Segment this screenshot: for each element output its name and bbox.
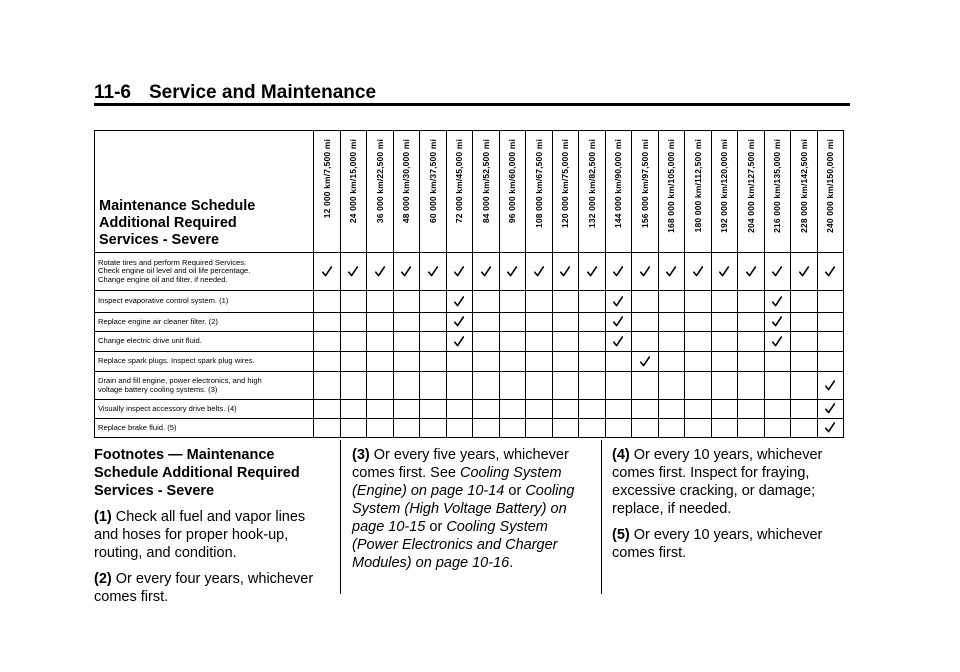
check-mark-icon (322, 266, 332, 277)
interval-label: 96 000 km/60,000 mi (507, 139, 518, 224)
schedule-cell (632, 372, 659, 400)
schedule-cell (738, 352, 765, 372)
schedule-cell (552, 313, 579, 332)
interval-column-header (738, 131, 765, 253)
schedule-cell (526, 253, 553, 291)
interval-column-header (817, 131, 844, 253)
schedule-cell (420, 400, 447, 419)
check-mark-icon (507, 266, 517, 277)
schedule-cell (764, 253, 791, 291)
interval-column-header (552, 131, 579, 253)
table-row (95, 291, 844, 313)
interval-label: 168 000 km/105,000 mi (666, 139, 677, 233)
footnote-1 (94, 508, 330, 562)
schedule-cell (526, 332, 553, 352)
check-mark-icon (454, 316, 464, 327)
schedule-cell (314, 332, 341, 352)
page-title: Service and Maintenance (148, 82, 377, 103)
schedule-cell (632, 313, 659, 332)
check-mark-icon (348, 266, 358, 277)
schedule-cell (632, 291, 659, 313)
table-row (95, 419, 844, 438)
schedule-cell (605, 291, 632, 313)
schedule-cell (711, 313, 738, 332)
schedule-cell (473, 291, 500, 313)
check-mark-icon (799, 266, 809, 277)
check-mark-icon (375, 266, 385, 277)
schedule-cell (685, 253, 712, 291)
schedule-cell (552, 291, 579, 313)
schedule-cell (764, 332, 791, 352)
schedule-cell (658, 419, 685, 438)
schedule-cell (499, 352, 526, 372)
schedule-cell (738, 291, 765, 313)
schedule-cell (393, 352, 420, 372)
schedule-cell (817, 291, 844, 313)
footnotes-column-1 (94, 446, 330, 614)
service-description: Visually inspect accessory drive belts. (4) (95, 400, 314, 419)
footnote-3 (352, 446, 592, 572)
interval-column-header (526, 131, 553, 253)
interval-column-header (473, 131, 500, 253)
schedule-cell (499, 332, 526, 352)
footnotes-column-3 (612, 446, 848, 570)
schedule-cell (632, 400, 659, 419)
schedule-cell (764, 419, 791, 438)
table-row (95, 253, 844, 291)
footnote-text: Or every five years, whichever comes first. See (352, 447, 569, 481)
footnote-text: Or every 10 years, whichever comes first. Inspect for fraying, excessive cracking, or damage; replace, if needed. (612, 447, 823, 517)
check-mark-icon (825, 422, 835, 433)
schedule-cell (393, 291, 420, 313)
schedule-cell (685, 372, 712, 400)
interval-label: 192 000 km/120,000 mi (719, 139, 730, 233)
table-row (95, 372, 844, 400)
interval-label: 60 000 km/37,500 mi (427, 139, 438, 224)
schedule-cell (420, 372, 447, 400)
schedule-cell (658, 352, 685, 372)
schedule-cell (420, 419, 447, 438)
schedule-cell (632, 352, 659, 372)
schedule-cell (764, 400, 791, 419)
schedule-cell (738, 419, 765, 438)
schedule-cell (367, 400, 394, 419)
footnote-number: (4) (612, 447, 630, 463)
interval-column-header (367, 131, 394, 253)
schedule-cell (632, 332, 659, 352)
schedule-cell (367, 419, 394, 438)
interval-label: 156 000 km/97,500 mi (639, 139, 650, 229)
schedule-cell (367, 332, 394, 352)
footnote-4 (612, 446, 848, 518)
interval-column-header (764, 131, 791, 253)
schedule-cell (420, 332, 447, 352)
schedule-cell (340, 253, 367, 291)
check-mark-icon (454, 266, 464, 277)
service-description: Replace engine air cleaner filter. (2) (95, 313, 314, 332)
check-mark-icon (587, 266, 597, 277)
schedule-cell (738, 253, 765, 291)
schedule-cell (446, 352, 473, 372)
schedule-cell (632, 419, 659, 438)
schedule-cell (420, 352, 447, 372)
schedule-cell (791, 313, 818, 332)
schedule-cell (605, 400, 632, 419)
schedule-cell (340, 419, 367, 438)
interval-column-header (791, 131, 818, 253)
footnote-number: (3) (352, 447, 370, 463)
page-number: 11-6 (94, 82, 131, 103)
schedule-cell (817, 352, 844, 372)
schedule-cell (499, 313, 526, 332)
schedule-cell (340, 313, 367, 332)
schedule-cell (340, 372, 367, 400)
check-mark-icon (534, 266, 544, 277)
schedule-cell (817, 372, 844, 400)
schedule-cell (393, 400, 420, 419)
schedule-cell (552, 400, 579, 419)
interval-label: 240 000 km/150,000 mi (825, 139, 836, 233)
schedule-cell (393, 372, 420, 400)
schedule-cell (711, 372, 738, 400)
check-mark-icon (560, 266, 570, 277)
schedule-cell (605, 332, 632, 352)
schedule-cell (579, 400, 606, 419)
schedule-cell (685, 419, 712, 438)
schedule-cell (658, 253, 685, 291)
check-mark-icon (613, 266, 623, 277)
schedule-cell (552, 372, 579, 400)
schedule-cell (791, 291, 818, 313)
schedule-cell (579, 352, 606, 372)
schedule-cell (738, 332, 765, 352)
check-mark-icon (772, 296, 782, 307)
interval-label: 84 000 km/52,500 mi (480, 139, 491, 224)
page-reference-link[interactable]: Cooling System (Engine) on page 10-14 (352, 465, 562, 499)
check-mark-icon (825, 403, 835, 414)
check-mark-icon (401, 266, 411, 277)
schedule-cell (526, 419, 553, 438)
footnote-number: (2) (94, 571, 112, 587)
interval-column-header (605, 131, 632, 253)
schedule-cell (817, 313, 844, 332)
service-description: Rotate tires and perform Required Services. Check engine oil level and oil life percentage. Change engine oil and filter, if needed. (95, 253, 314, 291)
interval-column-header (685, 131, 712, 253)
schedule-cell (685, 313, 712, 332)
schedule-cell (314, 400, 341, 419)
footnote-text: Or every four years, whichever comes first. (94, 571, 314, 605)
schedule-cell (685, 291, 712, 313)
schedule-cell (605, 352, 632, 372)
schedule-cell (764, 352, 791, 372)
schedule-cell (526, 352, 553, 372)
schedule-cell (367, 372, 394, 400)
schedule-cell (499, 372, 526, 400)
service-description: Change electric drive unit fluid. (95, 332, 314, 352)
interval-column-header (446, 131, 473, 253)
footnote-text: or (425, 519, 447, 535)
column-divider (601, 440, 602, 594)
footnote-number: (1) (94, 509, 112, 525)
check-mark-icon (746, 266, 756, 277)
schedule-cell (340, 332, 367, 352)
schedule-cell (499, 291, 526, 313)
schedule-cell (473, 352, 500, 372)
footnote-number: (5) (612, 527, 630, 543)
schedule-cell (314, 313, 341, 332)
check-mark-icon (454, 296, 464, 307)
schedule-cell (473, 253, 500, 291)
schedule-cell (499, 400, 526, 419)
schedule-cell (685, 400, 712, 419)
footnote-2 (94, 570, 330, 606)
schedule-cell (473, 400, 500, 419)
footnote-5 (612, 526, 848, 562)
table-row (95, 332, 844, 352)
interval-label: 36 000 km/22,500 mi (374, 139, 385, 224)
schedule-cell (738, 313, 765, 332)
schedule-cell (420, 313, 447, 332)
interval-label: 180 000 km/112,500 mi (692, 139, 703, 233)
schedule-cell (711, 352, 738, 372)
schedule-cell (367, 253, 394, 291)
interval-label: 132 000 km/82,500 mi (586, 139, 597, 229)
table-title-line: Additional Required (99, 215, 237, 231)
interval-column-header (711, 131, 738, 253)
table-title (95, 131, 314, 253)
schedule-cell (446, 291, 473, 313)
interval-column-header (314, 131, 341, 253)
table-row (95, 352, 844, 372)
interval-column-header (420, 131, 447, 253)
schedule-cell (420, 291, 447, 313)
check-mark-icon (428, 266, 438, 277)
interval-column-header (393, 131, 420, 253)
schedule-cell (367, 291, 394, 313)
schedule-cell (552, 352, 579, 372)
page-reference-link[interactable]: Cooling System (High Voltage Battery) on page 10-15 (352, 483, 575, 535)
schedule-cell (711, 400, 738, 419)
schedule-cell (817, 419, 844, 438)
table-title-line: Maintenance Schedule (99, 198, 256, 214)
schedule-cell (473, 419, 500, 438)
schedule-cell (314, 253, 341, 291)
schedule-cell (738, 400, 765, 419)
column-divider (340, 440, 341, 594)
check-mark-icon (772, 336, 782, 347)
schedule-cell (658, 291, 685, 313)
schedule-cell (446, 400, 473, 419)
schedule-cell (579, 332, 606, 352)
schedule-cell (340, 291, 367, 313)
schedule-cell (579, 253, 606, 291)
interval-label: 24 000 km/15,000 mi (348, 139, 359, 224)
schedule-cell (791, 419, 818, 438)
table-row (95, 313, 844, 332)
schedule-cell (314, 352, 341, 372)
schedule-cell (791, 332, 818, 352)
schedule-cell (605, 313, 632, 332)
schedule-cell (658, 400, 685, 419)
schedule-cell (367, 352, 394, 372)
schedule-cell (711, 332, 738, 352)
service-description: Inspect evaporative control system. (1) (95, 291, 314, 313)
interval-label: 204 000 km/127,500 mi (745, 139, 756, 233)
schedule-cell (446, 332, 473, 352)
schedule-cell (817, 400, 844, 419)
footnote-text: . (509, 555, 514, 571)
footnote-text: or (504, 483, 526, 499)
schedule-cell (499, 419, 526, 438)
schedule-cell (552, 419, 579, 438)
schedule-cell (764, 372, 791, 400)
schedule-cell (526, 400, 553, 419)
schedule-cell (658, 372, 685, 400)
schedule-cell (791, 352, 818, 372)
schedule-cell (552, 332, 579, 352)
interval-label: 216 000 km/135,000 mi (772, 139, 783, 233)
footnote-text: Check all fuel and vapor lines and hoses for proper hook-up, routing, and condition. (94, 509, 306, 561)
check-mark-icon (613, 316, 623, 327)
check-mark-icon (481, 266, 491, 277)
schedule-cell (711, 419, 738, 438)
schedule-cell (446, 372, 473, 400)
header-text (94, 82, 850, 104)
table-row (95, 400, 844, 419)
interval-label: 144 000 km/90,000 mi (613, 139, 624, 229)
check-mark-icon (666, 266, 676, 277)
schedule-cell (526, 372, 553, 400)
page-reference-link[interactable]: Cooling System (Power Electronics and Charger Modules) on page 10-16 (352, 519, 558, 571)
footnote-text: Or every 10 years, whichever comes first. (612, 527, 823, 561)
schedule-cell (314, 291, 341, 313)
check-mark-icon (825, 266, 835, 277)
schedule-cell (446, 419, 473, 438)
schedule-cell (658, 332, 685, 352)
schedule-cell (393, 419, 420, 438)
check-mark-icon (613, 336, 623, 347)
check-mark-icon (640, 356, 650, 367)
schedule-cell (446, 313, 473, 332)
interval-column-header (340, 131, 367, 253)
schedule-cell (711, 253, 738, 291)
service-description: Replace brake fluid. (5) (95, 419, 314, 438)
check-mark-icon (640, 266, 650, 277)
schedule-cell (393, 332, 420, 352)
schedule-cell (393, 313, 420, 332)
schedule-cell (393, 253, 420, 291)
schedule-cell (605, 372, 632, 400)
schedule-cell (685, 352, 712, 372)
interval-label: 108 000 km/67,500 mi (533, 139, 544, 229)
schedule-cell (340, 400, 367, 419)
schedule-cell (791, 372, 818, 400)
schedule-cell (605, 419, 632, 438)
schedule-cell (579, 291, 606, 313)
schedule-cell (446, 253, 473, 291)
check-mark-icon (772, 266, 782, 277)
schedule-cell (817, 332, 844, 352)
table-header-row (95, 131, 844, 253)
schedule-cell (658, 313, 685, 332)
schedule-cell (579, 372, 606, 400)
schedule-cell (499, 253, 526, 291)
check-mark-icon (719, 266, 729, 277)
check-mark-icon (613, 296, 623, 307)
interval-label: 72 000 km/45,000 mi (454, 139, 465, 224)
schedule-cell (473, 313, 500, 332)
check-mark-icon (772, 316, 782, 327)
schedule-cell (526, 313, 553, 332)
schedule-cell (791, 253, 818, 291)
interval-label: 48 000 km/30,000 mi (401, 139, 412, 224)
schedule-cell (764, 313, 791, 332)
schedule-cell (791, 400, 818, 419)
schedule-cell (367, 313, 394, 332)
interval-label: 228 000 km/142,500 mi (798, 139, 809, 233)
footnotes-column-2 (352, 446, 592, 580)
schedule-cell (685, 332, 712, 352)
interval-label: 12 000 km/7,500 mi (321, 139, 332, 219)
header-rule (94, 103, 850, 106)
interval-column-header (499, 131, 526, 253)
interval-column-header (658, 131, 685, 253)
service-description: Replace spark plugs. Inspect spark plug wires. (95, 352, 314, 372)
footnotes-heading: Footnotes — Maintenance Schedule Additional Required Services - Severe (94, 447, 300, 499)
schedule-cell (314, 372, 341, 400)
schedule-cell (340, 352, 367, 372)
service-description: Drain and fill engine, power electronics, and high voltage battery cooling systems. (3) (95, 372, 314, 400)
schedule-cell (420, 253, 447, 291)
schedule-cell (473, 332, 500, 352)
table-title-line: Services - Severe (99, 232, 220, 248)
schedule-cell (473, 372, 500, 400)
schedule-cell (526, 291, 553, 313)
schedule-cell (605, 253, 632, 291)
check-mark-icon (454, 336, 464, 347)
schedule-cell (579, 313, 606, 332)
schedule-cell (738, 372, 765, 400)
schedule-cell (764, 291, 791, 313)
schedule-cell (632, 253, 659, 291)
schedule-cell (314, 419, 341, 438)
interval-label: 120 000 km/75,000 mi (560, 139, 571, 229)
check-mark-icon (825, 380, 835, 391)
schedule-cell (817, 253, 844, 291)
maintenance-table (94, 130, 844, 438)
interval-column-header (579, 131, 606, 253)
check-mark-icon (693, 266, 703, 277)
schedule-cell (711, 291, 738, 313)
schedule-cell (579, 419, 606, 438)
schedule-cell (552, 253, 579, 291)
interval-column-header (632, 131, 659, 253)
